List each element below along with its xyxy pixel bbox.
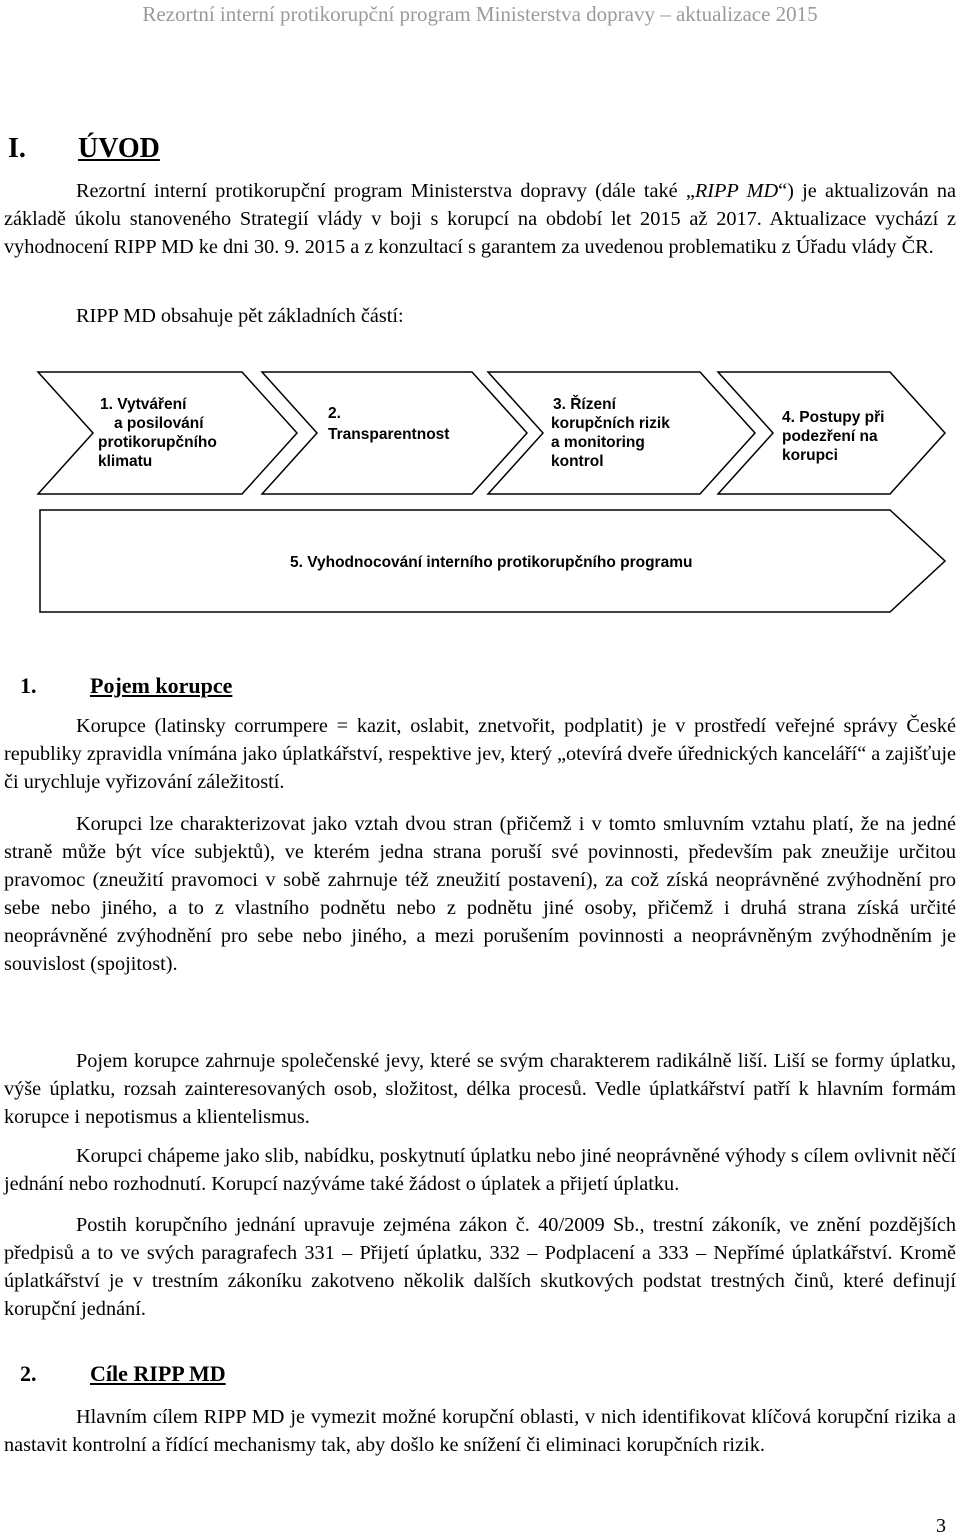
step-chevron-1: [38, 372, 297, 494]
section-number: I.: [8, 133, 26, 164]
step-3-label: 3. Řízení korupčních rizik a monitoring kontrol: [551, 396, 670, 470]
subsection-2-title: Cíle RIPP MD: [90, 1361, 226, 1386]
intro-parts-line: RIPP MD obsahuje pět základních částí:: [76, 305, 404, 327]
step-4-label: 4. Postupy při podezření na korupci: [782, 409, 885, 464]
subsection-1-heading: [20, 673, 232, 699]
paragraph-korupce-forms: Pojem korupce zahrnuje společenské jevy, které se svým charakterem radikálně liší. Liší se formy úplatku, výše úplatku, rozsah zainteresovaných osob, složitost, délka procesů. Vedle úplatkářství patří k hlavním formám korupce i nepotismus a klientelismus.: [4, 1050, 956, 1128]
paragraph-korupce-definition: Korupce (latinsky corrumpere = kazit, oslabit, znetvořit, podplatit) je v prostředí veřejné správy České republiky zpravidla vnímána jako úplatkářství, respektive jev, který „otevírá dveře úřednických kanceláří“ a zajišťuje či urychluje vyřizování záležitostí.: [4, 715, 956, 793]
page-number: 3: [936, 1515, 946, 1537]
step-chevron-3: [488, 372, 755, 494]
paragraph-goals: Hlavním cílem RIPP MD je vymezit možné korupční oblasti, v nich identifikovat klíčová korupční rizika a nastavit kontrolní a řídící mechanismy tak, aby došlo ke snížení či eliminaci korupčních rizik.: [4, 1406, 956, 1456]
section-title: ÚVOD: [78, 133, 160, 164]
subsection-2-number: 2.: [20, 1361, 37, 1386]
subsection-2-heading: [20, 1361, 226, 1387]
subsection-1-title: Pojem korupce: [90, 673, 233, 698]
step-5-label: 5. Vyhodnocování interního protikorupčního programu: [290, 554, 693, 571]
step-2-label: 2. Transparentnost: [328, 405, 450, 443]
program-parts-diagram: [0, 0, 960, 620]
intro-abbrev: RIPP MD: [694, 180, 779, 202]
paragraph-korupce-understanding: Korupci chápeme jako slib, nabídku, poskytnutí úplatku nebo jiné neoprávněné výhody s cílem ovlivnit něčí jednání nebo rozhodnutí. Korupcí nazýváme také žádost o úplatek a přijetí úplatku.: [4, 1145, 956, 1195]
running-header: Rezortní interní protikorupční program Ministerstva dopravy – aktualizace 2015: [142, 2, 818, 26]
paragraph-korupce-relationship: Korupci lze charakterizovat jako vztah dvou stran (přičemž i v tomto smluvním vztahu platí, že na jedné straně může být více subjektů), ve kterém jedna strana poruší své povinnosti, především pak zneužije určitou pravomoc (zneužití pravomoci v sobě zahrnuje též zneužití postavení), za což získá neoprávněné zvýhodnění pro sebe nebo jiného, a to z vlastního podnětu nebo z podnětu jiné osoby, přičemž i druhá strana získá určité neoprávněné zvýhodnění pro sebe nebo jiného, a mezi porušením povinnosti a neoprávněným zvýhodněním je souvislost (spojitost).: [4, 813, 956, 975]
intro-paragraph: Rezortní interní protikorupční program Ministerstva dopravy (dále také „RIPP MD“) je aktualizován na základě úkolu stanoveného Strategií vlády v boji s korupcí na období let 2015 až 2017. Aktualizace vychází z vyhodnocení RIPP MD ke dni 30. 9. 2015 a z konzultací s garantem za uvedenou problematiku z Úřadu vlády ČR.: [4, 180, 956, 258]
paragraph-korupce-law: Postih korupčního jednání upravuje zejména zákon č. 40/2009 Sb., trestní zákoník, ve znění pozdějších předpisů a to ve svých paragrafech 331 – Přijetí úplatku, 332 – Podplacení a 333 – Nepřímé úplatkářství. Kromě úplatkářství je v trestním zákoníku zakotveno několik dalších skutkových podstat trestných činů, které definují korupční jednání.: [4, 1214, 956, 1320]
step-1-label: 1. Vytváření a posilování protikorupčního klimatu: [98, 396, 217, 470]
subsection-1-number: 1.: [20, 673, 37, 698]
